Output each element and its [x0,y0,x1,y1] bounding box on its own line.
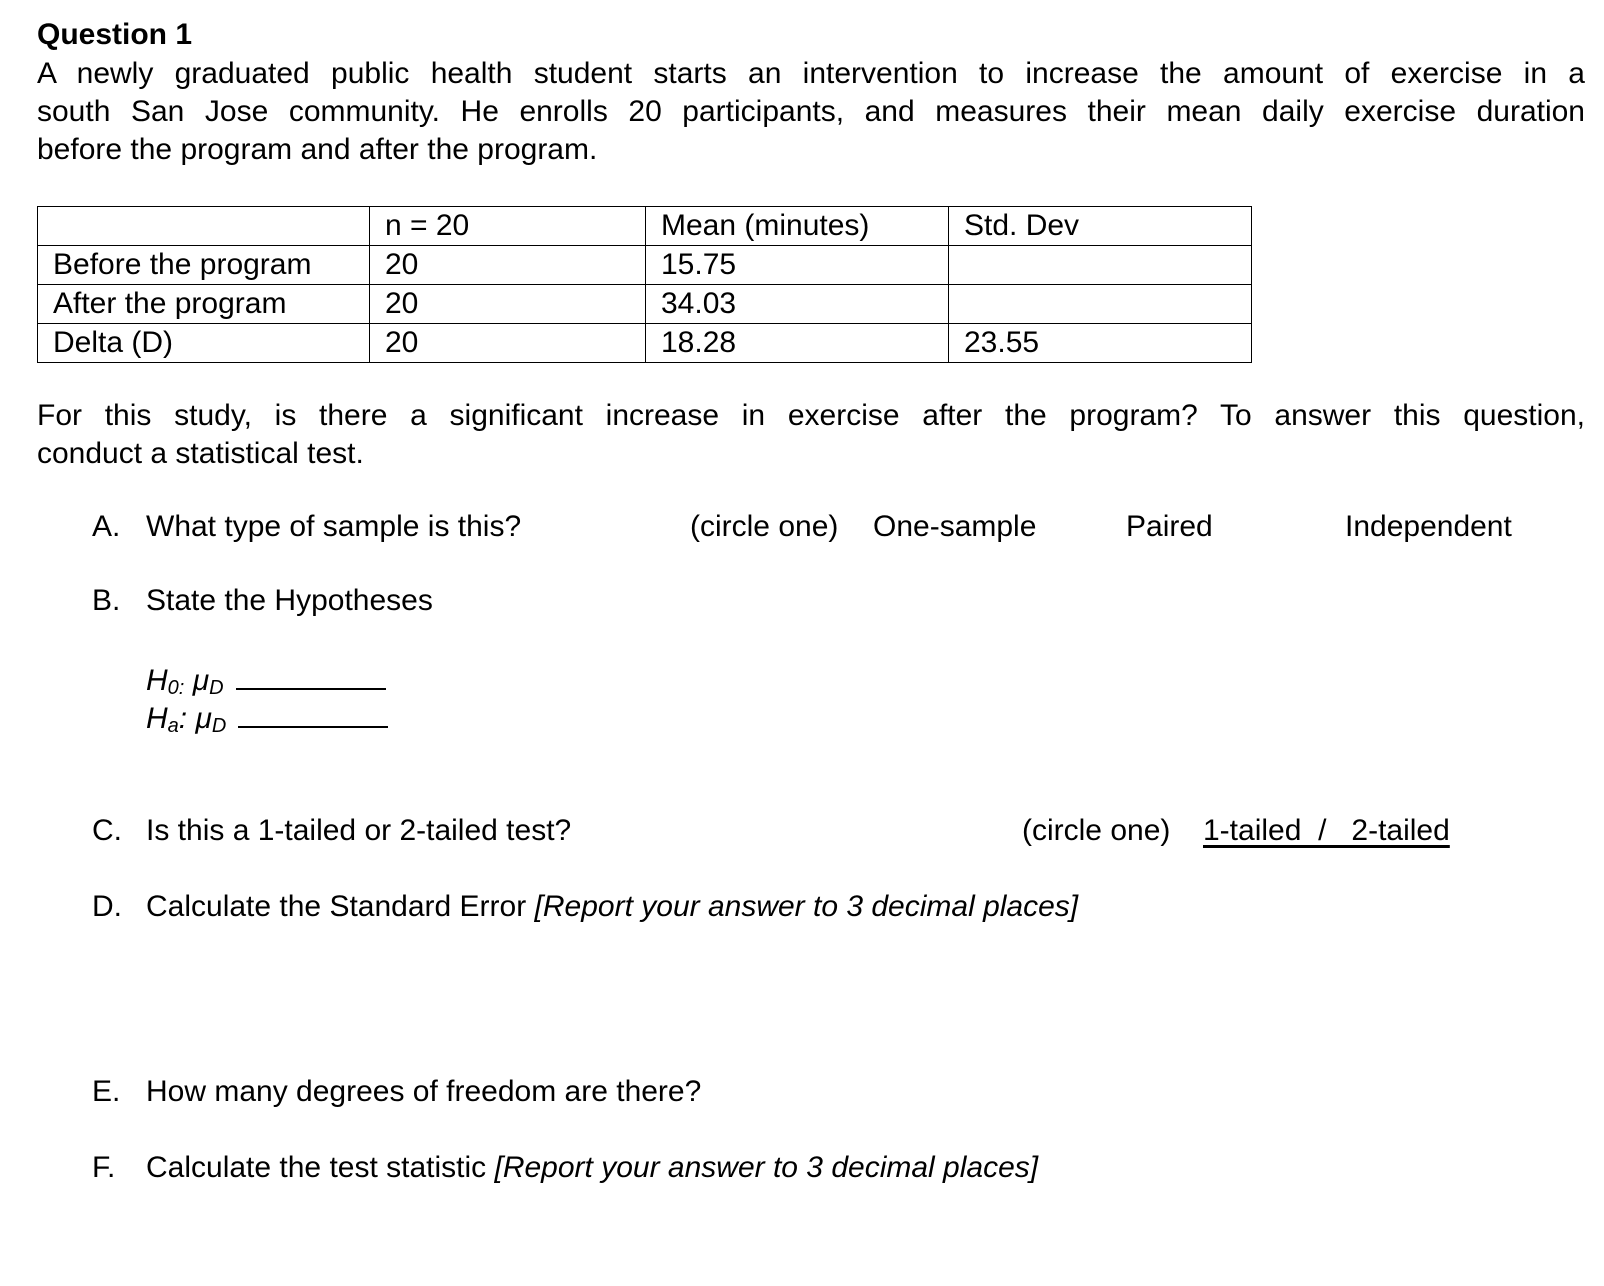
part-f-letter: F. [92,1151,116,1184]
table-cell: 20 [370,285,646,324]
table-cell: 20 [370,246,646,285]
prompt-line-2: conduct a statistical test. [37,437,364,470]
part-f-text: Calculate the test statistic [146,1151,495,1184]
table-cell [949,285,1252,324]
h0-subscript: 0: [167,677,185,699]
table-header-row [38,207,1252,246]
part-e-text: How many degrees of freedom are there? [146,1075,702,1108]
part-e [92,1075,701,1109]
part-a-letter: A. [92,510,121,543]
part-b-text: State the Hypotheses [146,584,433,617]
table-cell: After the program [38,285,370,324]
mu-subscript: D [209,677,224,699]
prompt-line-1: For this study, is there a significant increase in exercise after the program? To answer this question, [37,399,1585,432]
option-paired[interactable]: Paired [1126,510,1213,543]
option-one-sample[interactable]: One-sample [873,510,1037,543]
intro-line-3: before the program and after the program. [37,133,598,166]
part-f [92,1151,1038,1185]
table-row [38,324,1252,363]
table-cell: 15.75 [646,246,949,285]
null-hypothesis-blank[interactable] [236,666,386,690]
part-d [92,890,1078,924]
part-c-text: Is this a 1-tailed or 2-tailed test? [146,814,572,847]
alternative-hypothesis-blank[interactable] [238,704,388,728]
tail-choices[interactable]: 1-tailed / 2-tailed [1203,814,1450,847]
part-e-letter: E. [92,1075,121,1108]
table-row [38,285,1252,324]
part-c [92,814,571,848]
question-title: Question 1 [37,18,193,51]
option-independent[interactable]: Independent [1345,510,1512,543]
part-a-text: What type of sample is this? [146,510,522,543]
part-c-letter: C. [92,814,122,847]
alternative-hypothesis [146,702,388,738]
part-c-circle-label: (circle one) [1022,814,1171,847]
intro-line-2: south San Jose community. He enrolls 20 participants, and measures their mean daily exercise duration [37,95,1585,128]
table-header-sd: Std. Dev [949,207,1252,246]
table-header-mean: Mean (minutes) [646,207,949,246]
part-a-circle-label: (circle one) [690,510,839,543]
data-table [37,206,1252,363]
table-cell [949,246,1252,285]
part-d-text: Calculate the Standard Error [146,890,535,923]
table-row [38,246,1252,285]
part-b [92,584,433,618]
table-cell: Delta (D) [38,324,370,363]
null-hypothesis [146,664,386,700]
ha-subscript: a [167,715,179,737]
part-d-note: [Report your answer to 3 decimal places] [534,890,1079,923]
table-cell: Before the program [38,246,370,285]
part-f-note: [Report your answer to 3 decimal places] [494,1151,1039,1184]
ha-colon: : [178,702,188,735]
intro-line-1: A newly graduated public health student starts an intervention to increase the amount of exercise in a [37,57,1585,90]
h0-symbol: H [146,664,168,697]
part-b-letter: B. [92,584,121,617]
mu-symbol: μ [192,664,210,697]
mu-symbol: μ [195,702,212,735]
prompt-paragraph [37,397,1585,473]
intro-paragraph [37,55,1585,169]
table-header-n: n = 20 [370,207,646,246]
table-cell: 34.03 [646,285,949,324]
table-cell: 18.28 [646,324,949,363]
mu-subscript: D [211,715,227,737]
part-a [92,510,521,544]
ha-symbol: H [146,702,168,735]
part-d-letter: D. [92,890,122,923]
table-cell: 20 [370,324,646,363]
table-cell [38,207,370,246]
table-cell: 23.55 [949,324,1252,363]
